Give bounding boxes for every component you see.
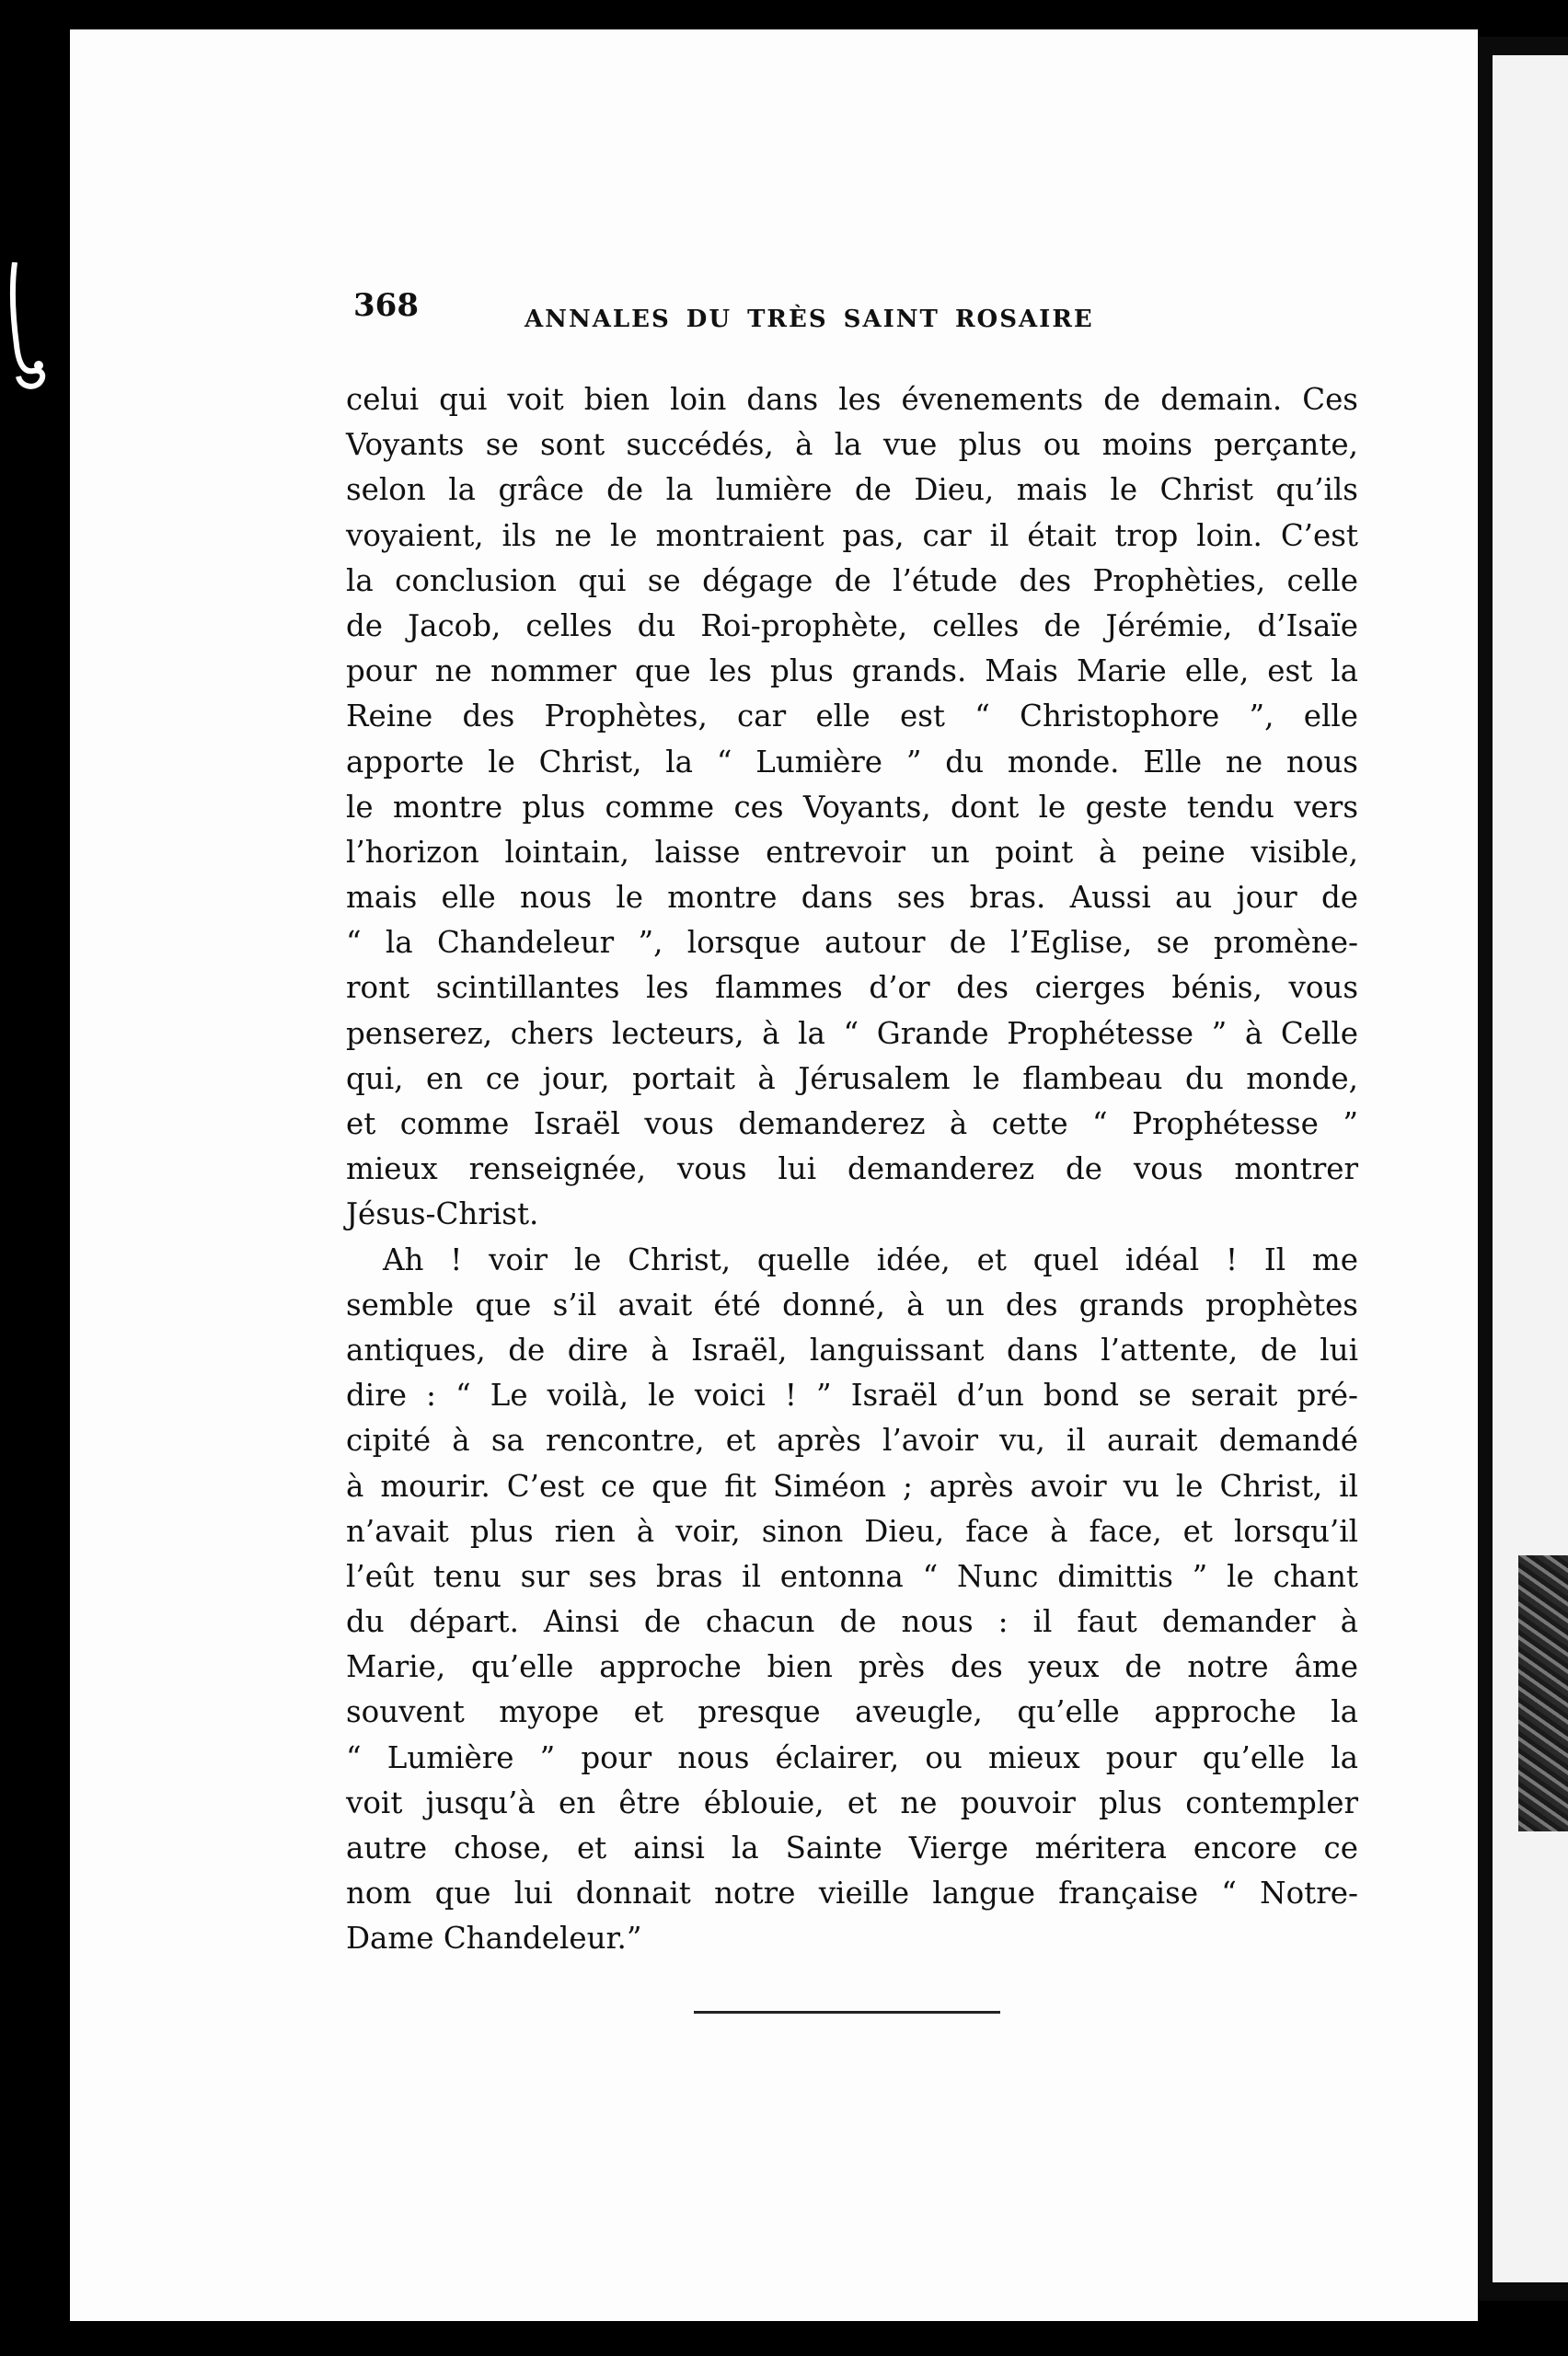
text-line: Dame Chandeleur.”	[346, 1921, 642, 1957]
adjacent-page	[1493, 55, 1568, 2282]
text-line: Voyants se sont succédés, à la vue plus ou moins perçante,	[346, 427, 1358, 463]
page-number: 368	[353, 287, 419, 324]
text-line: ront scintillantes les flammes d’or des cierges bénis, vous	[346, 970, 1358, 1006]
text-line: à mourir. C’est ce que fit Siméon ; après avoir vu le Christ, il	[346, 1468, 1358, 1504]
text-line: Marie, qu’elle approche bien près des yeux de notre âme	[346, 1649, 1358, 1685]
page-header	[353, 287, 1375, 342]
section-divider	[694, 2011, 1000, 2014]
text-line: Reine des Prophètes, car elle est “ Christophore ”, elle	[346, 699, 1358, 734]
text-line: l’horizon lointain, laisse entrevoir un point à peine visible,	[346, 834, 1358, 870]
paragraph-1	[346, 377, 1358, 1238]
running-title: ANNALES DU TRÈS SAINT ROSAIRE	[525, 306, 1094, 333]
text-line: cipité à sa rencontre, et après l’avoir vu, il aurait demandé	[346, 1423, 1358, 1459]
text-line: “ Lumière ” pour nous éclairer, ou mieux pour qu’elle la	[346, 1739, 1358, 1775]
text-line: selon la grâce de la lumière de Dieu, mais le Christ qu’ils	[346, 472, 1358, 508]
text-line: dire : “ Le voilà, le voici ! ” Israël d’un bond se serait pré-	[346, 1378, 1358, 1414]
text-line: Jésus-Christ.	[346, 1196, 539, 1232]
text-line: Ah ! voir le Christ, quelle idée, et quel idéal ! Il me	[383, 1242, 1358, 1277]
text-line: semble que s’il avait été donné, à un des grands prophètes	[346, 1287, 1358, 1322]
text-line: voyaient, ils ne le montraient pas, car il était trop loin. C’est	[346, 517, 1358, 553]
text-line: penserez, chers lecteurs, à la “ Grande Prophétesse ” à Celle	[346, 1015, 1358, 1051]
text-line: et comme Israël vous demanderez à cette “ Prophétesse ”	[346, 1106, 1358, 1141]
paragraph-2	[346, 1238, 1358, 1962]
text-line: “ la Chandeleur ”, lorsque autour de l’Eglise, se promène-	[346, 925, 1358, 961]
text-line: souvent myope et presque aveugle, qu’elle approche la	[346, 1694, 1358, 1730]
text-line: le montre plus comme ces Voyants, dont le geste tendu vers	[346, 789, 1358, 825]
text-line: de Jacob, celles du Roi-prophète, celles de Jérémie, d’Isaïe	[346, 607, 1358, 643]
text-line: l’eût tenu sur ses bras il entonna “ Nunc dimittis ” le chant	[346, 1558, 1358, 1594]
text-line: qui, en ce jour, portait à Jérusalem le flambeau du monde,	[346, 1060, 1358, 1096]
binding-edge-mark	[6, 262, 50, 391]
text-line: celui qui voit bien loin dans les évenements de demain. Ces	[346, 382, 1358, 417]
text-line: apporte le Christ, la “ Lumière ” du monde. Elle ne nous	[346, 744, 1358, 780]
adjacent-page-photo-fragment	[1518, 1555, 1568, 1831]
text-line: mieux renseignée, vous lui demanderez de vous montrer	[346, 1151, 1358, 1187]
text-line: nom que lui donnait notre vieille langue française “ Notre-	[346, 1876, 1358, 1911]
text-line: antiques, de dire à Israël, languissant dans l’attente, de lui	[346, 1332, 1358, 1368]
text-line: voit jusqu’à en être éblouie, et ne pouvoir plus contempler	[346, 1784, 1358, 1820]
text-line: pour ne nommer que les plus grands. Mais Marie elle, est la	[346, 653, 1358, 689]
text-line: la conclusion qui se dégage de l’étude des Prophèties, celle	[346, 562, 1358, 598]
text-line: n’avait plus rien à voir, sinon Dieu, face à face, et lorsqu’il	[346, 1513, 1358, 1549]
body-text	[346, 377, 1358, 1962]
text-line: du départ. Ainsi de chacun de nous : il faut demander à	[346, 1604, 1358, 1640]
text-line: autre chose, et ainsi la Sainte Vierge méritera encore ce	[346, 1831, 1358, 1865]
text-line: mais elle nous le montre dans ses bras. Aussi au jour de	[346, 880, 1358, 916]
